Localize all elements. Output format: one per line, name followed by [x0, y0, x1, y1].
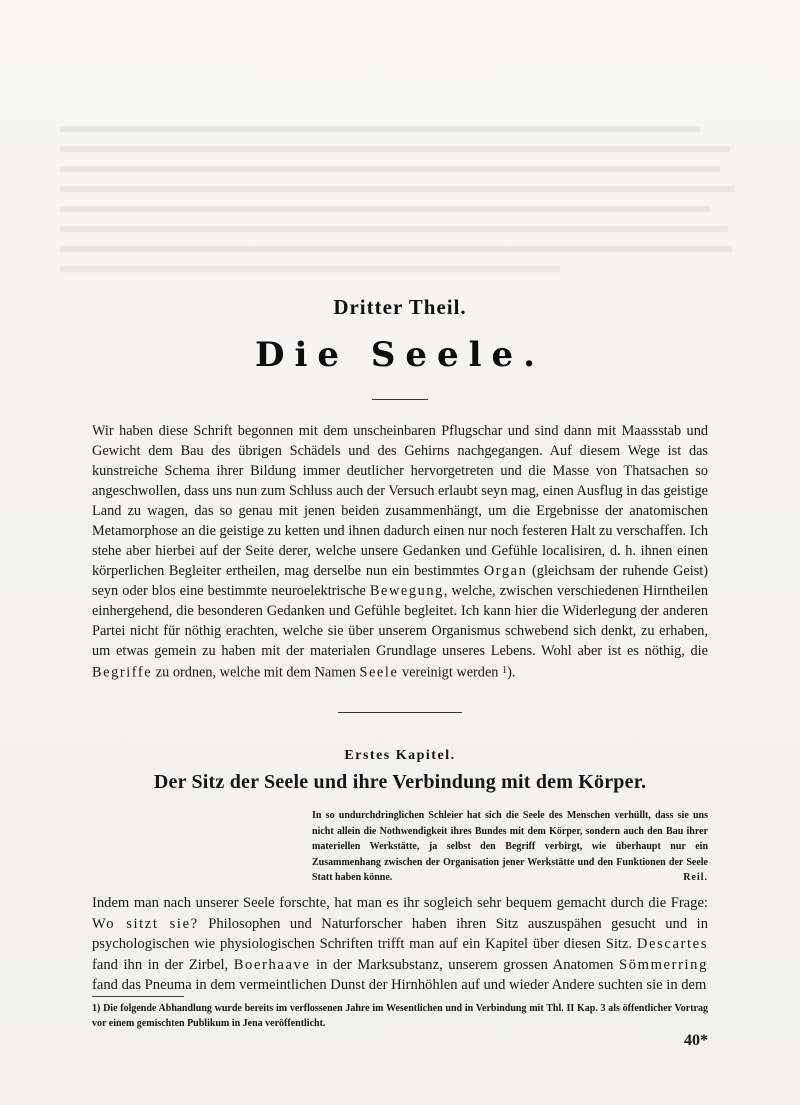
emphasized-term: Wo sitzt sie? [92, 915, 199, 932]
chapter-label: Erstes Kapitel. [344, 748, 456, 763]
text-run: vereinigt werden [398, 664, 503, 681]
intro-paragraph [92, 421, 708, 683]
motto-text: In so undurchdringlichen Schleier hat sich die Seele des Menschen verhüllt, dass sie uns nicht allein die Nothwendigkeit ihres Bundes mit dem Körper, sondern auch den Bau ihrer materiellen Werkstätte, ja selbst den Begriff verbirgt, wie überhaupt nur ein Zusammenhang zwischen der Organisation jener Werkstätte und den Funktionen der Seele Statt haben könne. [312, 810, 708, 883]
footnote-divider [92, 996, 184, 997]
motto-author: Reil. [683, 872, 708, 883]
show-through-texture [60, 118, 740, 278]
text-run: Wir haben diese Schrift begonnen mit dem unscheinbaren Pflugschar und sind dann mit Maassstab und Gewicht dem Bau des übrigen Schädels und des Gehirns nachgegangen. Auf diesem Wege ist das kunstreiche Schema ihrer Bildung immer deutlicher hervorgetreten und die Masse von Thatsachen so angeschwollen, dass uns nun zum Schluss auch der Versuch erlaubt seyn mag, einen Ausflug in das geistige Land zu wagen, das so genau mit jenen beiden zusammenhängt, um die Ergebnisse der anatomischen Metamorphose an die geistige zu ketten und ihnen dadurch einen nur noch festeren Halt zu verschaffen. Ich stehe aber hierbei auf der Seite derer, welche unsere Gedanken und Gefühle localisiren, d. h. ihnen einen körperlichen Begleiter ertheilen, mag derselbe nun ein bestimmtes [92, 423, 708, 579]
text-run: fand ihn in der Zirbel, [92, 956, 234, 973]
footnote-text: Die folgende Abhandlung wurde bereits im verflossenen Jahre im Wesentlichen und in Verbindung mit Thl. II Kap. 3 als öffentlicher Vortrag vor einem gemischten Publikum in Jena veröffentlicht. [92, 1003, 708, 1029]
title-divider [372, 399, 428, 400]
emphasized-term: Bewegung [369, 583, 444, 599]
footnote [92, 1002, 708, 1031]
text-run: Philosophen und Naturforscher haben ihren Sitz auszuspähen gesucht und in psychologischen wie physiologischen Schriften trifft man auf ein Kapitel über diesen Sitz. [92, 915, 708, 953]
chapter-motto [312, 808, 708, 886]
text-run: zu ordnen, welche mit dem Namen [152, 664, 360, 681]
emphasized-term: Sömmerring [619, 956, 708, 973]
text-run: ). [507, 664, 516, 681]
emphasized-term: Organ [483, 563, 528, 579]
emphasized-term: Descartes [636, 936, 708, 953]
text-run: , welche, zwischen verschiedenen Hirntheilen einhergehend, die besonderen Gedanken und Gefühle begleitet. Ich kann hier die Widerlegung der anderen Partei nicht für nöthig erachten, welche sie über unserem Organismus schwebend sich denkt, zu erhaben, um etwas gemein zu haben mit der materialen Grundlage unseres Lebens. Wohl aber ist es nöthig, die [92, 583, 708, 659]
text-run: (gleichsam der ruhende Geist) seyn oder blos eine bestimmte neuroelektrische [92, 563, 709, 599]
part-subtitle: Die Seele. [254, 335, 546, 375]
text-run: in der Marksubstanz, unserem grossen Anatomen [310, 956, 620, 973]
text-run: fand das Pneuma in dem vermeintlichen Dunst der Hirnhöhlen auf und wieder Andere suchten sie in dem [92, 977, 707, 994]
page-number: 40* [684, 1032, 708, 1049]
footnote-marker: 1) [92, 1003, 101, 1014]
section-divider [338, 712, 462, 713]
footnote-reference: 1 [502, 665, 508, 676]
emphasized-term: Boerhaave [233, 956, 311, 973]
emphasized-term: Seele [359, 664, 399, 681]
text-run: Indem man nach unserer Seele forschte, hat man es ihr sogleich sehr bequem gemacht durch die Frage: [92, 895, 708, 911]
emphasized-term: Begriffe [92, 664, 153, 681]
part-title: Dritter Theil. [333, 295, 467, 319]
body-paragraph [92, 893, 708, 996]
chapter-title: Der Sitz der Seele und ihre Verbindung mit dem Körper. [153, 771, 647, 793]
